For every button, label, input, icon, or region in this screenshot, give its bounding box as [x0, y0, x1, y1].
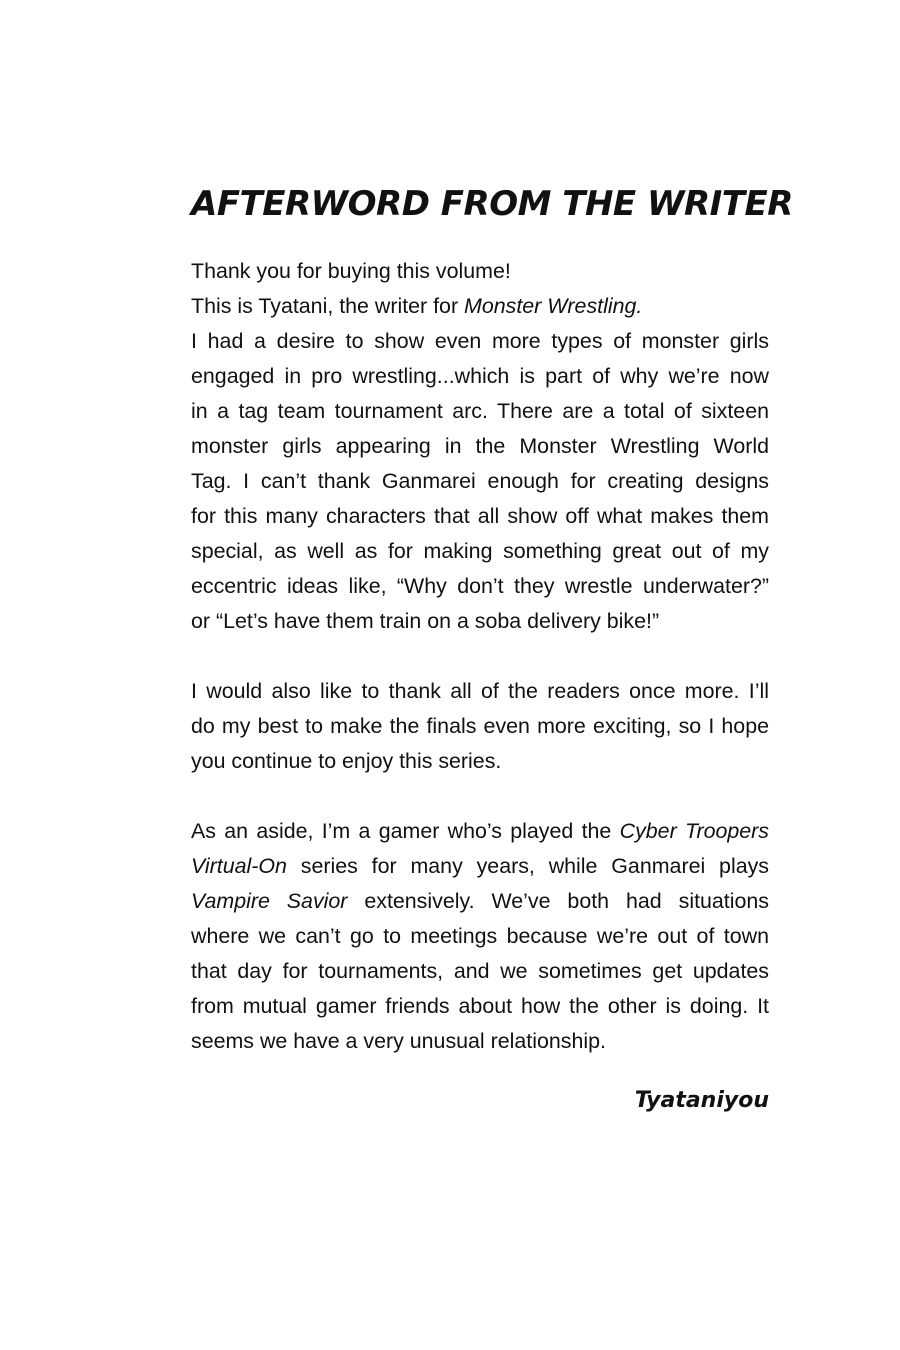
paragraph-line: I had a desire to show even more types of monster girls [191, 329, 769, 353]
paragraph-line: where we can’t go to meetings because we’re out of town [191, 924, 769, 948]
body-paragraph-3 [191, 814, 769, 1059]
paragraph-line: do my best to make the finals even more exciting, so I hope [191, 714, 769, 738]
paragraph-line: that day for tournaments, and we sometimes get updates [191, 959, 769, 983]
paragraph-line: Tag. I can’t thank Ganmarei enough for creating designs [191, 469, 769, 493]
page-title: AFTERWORD FROM THE WRITER [191, 184, 793, 224]
intro-paragraph [191, 254, 769, 324]
paragraph-line: monster girls appearing in the Monster Wrestling World [191, 434, 769, 458]
afterword-page [191, 180, 793, 1117]
series-title: Monster Wrestling. [464, 294, 643, 318]
paragraph-line: for this many characters that all show off what makes them [191, 504, 769, 528]
paragraph-line: from mutual gamer friends about how the other is doing. It [191, 994, 769, 1018]
paragraph-line [191, 849, 769, 884]
paragraph-line: engaged in pro wrestling...which is part of why we’re now [191, 364, 769, 388]
paragraph-line: or “Let’s have them train on a soba delivery bike!” [191, 609, 660, 633]
line-text: As an aside, I’m a gamer who’s played the [191, 819, 620, 843]
author-signature: Tyataniyou [634, 1088, 769, 1113]
paragraph-line: eccentric ideas like, “Why don’t they wrestle underwater?” [191, 574, 769, 598]
game-title: Virtual-On [191, 854, 287, 878]
paragraph-gap [191, 639, 769, 674]
paragraph-line: you continue to enjoy this series. [191, 749, 502, 773]
paragraph-line: I would also like to thank all of the readers once more. I’ll [191, 679, 769, 703]
game-title: Vampire Savior [191, 889, 348, 913]
game-title: Cyber Troopers [619, 819, 770, 843]
paragraph-line [191, 814, 769, 849]
body-paragraph-2 [191, 674, 769, 779]
body-paragraph-1 [191, 324, 769, 639]
intro-line-1: Thank you for buying this volume! [191, 259, 511, 283]
line-text: extensively. We’ve both had situations [347, 889, 769, 913]
intro-line-2-text: This is Tyatani, the writer for [191, 294, 465, 318]
paragraph-line: seems we have a very unusual relationship. [191, 1029, 606, 1053]
line-text: series for many years, while Ganmarei plays [286, 854, 769, 878]
paragraph-gap [191, 779, 769, 814]
paragraph-line [191, 884, 769, 919]
intro-line-2 [191, 289, 769, 324]
paragraph-line: in a tag team tournament arc. There are a total of sixteen [191, 399, 769, 423]
paragraph-line: special, as well as for making something great out of my [191, 539, 769, 563]
